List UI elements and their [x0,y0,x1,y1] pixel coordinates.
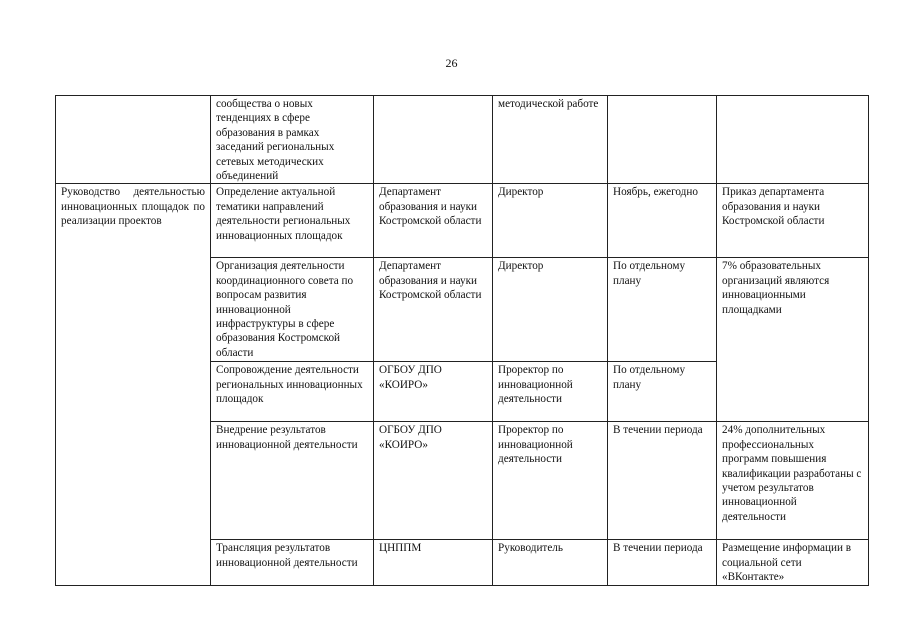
activity-cell: Внедрение результатов инновационной деятельности [211,422,374,540]
responsible-person-cell: Проректор по инновационной деятельности [493,422,608,540]
responsible-person-cell: Проректор по инновационной деятельности [493,362,608,422]
responsible-org-cell: ОГБОУ ДПО «КОИРО» [374,362,493,422]
direction-cell: Руководство деятельностью инновационных площадок по реализации проектов [56,184,211,585]
page-number: 26 [445,56,458,70]
deadline-cell: По отдельному плану [608,258,717,362]
result-cell: 24% дополнительных профессиональных программ повышения квалификации разработаны с учетом результатов инновационной деятельности [717,422,869,540]
result-cell: Размещение информации в социальной сети «ВКонтакте» [717,540,869,585]
result-cell: 7% образовательных организаций являются инновационными площадками [717,258,869,422]
responsible-org-cell [374,96,493,184]
deadline-cell: Ноябрь, ежегодно [608,184,717,258]
activity-cell: Сопровождение деятельности региональных инновационных площадок [211,362,374,422]
table-row [56,184,869,258]
deadline-cell: В течении периода [608,540,717,585]
activity-cell: Определение актуальной тематики направлений деятельности региональных инновационных площадок [211,184,374,258]
activity-cell: сообщества о новых тенденциях в сфере образования в рамках заседаний региональных сетевых методических объединений [211,96,374,184]
result-cell [717,96,869,184]
responsible-org-cell: ЦНППМ [374,540,493,585]
activity-cell: Организация деятельности координационного совета по вопросам развития инновационной инфраструктуры в сфере образования Костромской области [211,258,374,362]
direction-cell [56,96,211,184]
responsible-person-cell: Директор [493,184,608,258]
responsible-person-cell: методической работе [493,96,608,184]
responsible-org-cell: Департамент образования и науки Костромской области [374,184,493,258]
table-row [56,96,869,184]
responsible-person-cell: Директор [493,258,608,362]
responsible-org-cell: Департамент образования и науки Костромской области [374,258,493,362]
responsible-person-cell: Руководитель [493,540,608,585]
result-cell: Приказ департамента образования и науки Костромской области [717,184,869,258]
responsible-org-cell: ОГБОУ ДПО «КОИРО» [374,422,493,540]
deadline-cell: По отдельному плану [608,362,717,422]
activity-cell: Трансляция результатов инновационной деятельности [211,540,374,585]
deadline-cell [608,96,717,184]
deadline-cell: В течении периода [608,422,717,540]
plan-table [55,95,869,586]
